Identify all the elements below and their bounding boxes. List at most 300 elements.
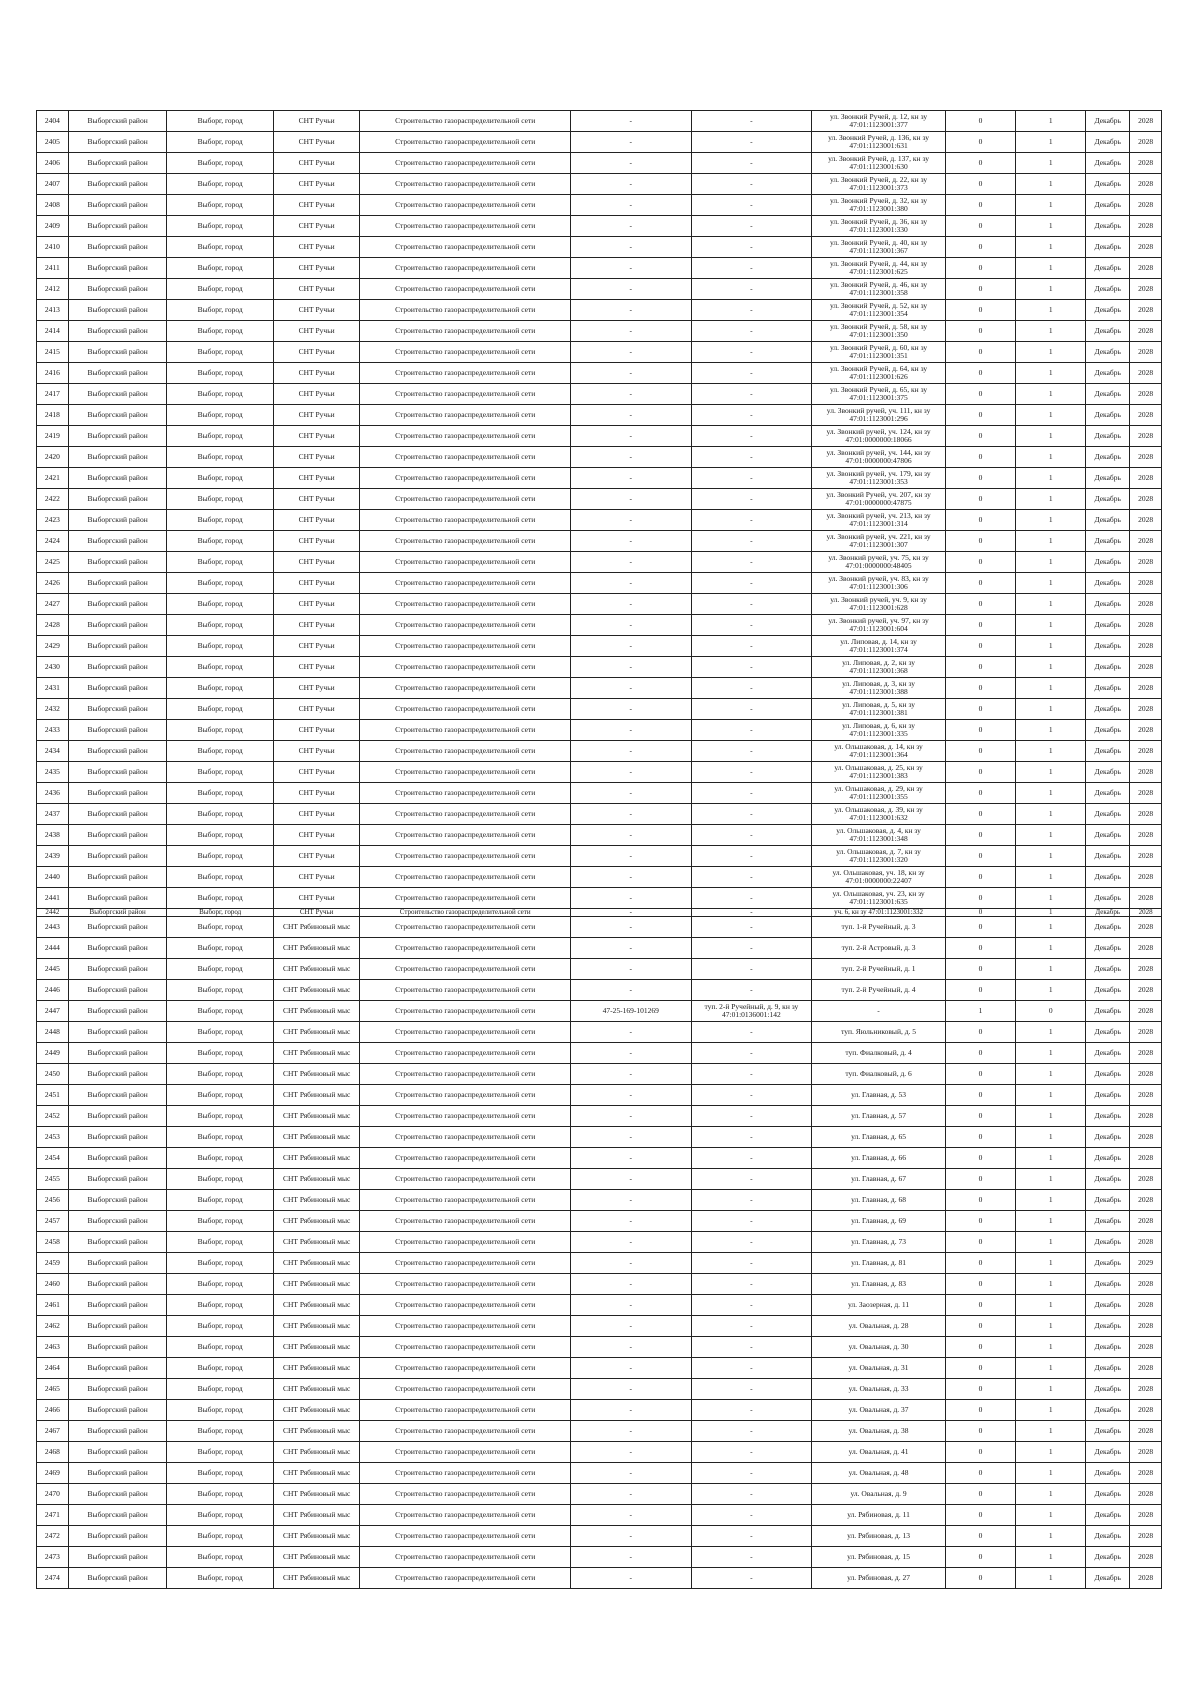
settlement-cell: Выборг, город <box>167 1190 273 1211</box>
work-type-cell: Строительство газораспределительной сети <box>360 1106 571 1127</box>
value-b-cell: 1 <box>1016 321 1086 342</box>
district-cell: Выборгский район <box>68 573 167 594</box>
work-type-cell: Строительство газораспределительной сети <box>360 678 571 699</box>
table-body <box>37 111 1162 1589</box>
row-number: 2423 <box>37 510 69 531</box>
settlement-cell: Выборг, город <box>167 468 273 489</box>
month-cell: Декабрь <box>1086 573 1130 594</box>
district-cell: Выборгский район <box>68 1085 167 1106</box>
address-cell: ул. Главная, д. 66 <box>812 1148 946 1169</box>
district-cell: Выборгский район <box>68 980 167 1001</box>
year-cell: 2028 <box>1130 1106 1162 1127</box>
row-number: 2441 <box>37 888 69 909</box>
address-ref-cell: - <box>691 1253 812 1274</box>
year-cell: 2028 <box>1130 1421 1162 1442</box>
code-cell: - <box>570 216 691 237</box>
work-type-cell: Строительство газораспределительной сети <box>360 363 571 384</box>
month-cell: Декабрь <box>1086 426 1130 447</box>
district-cell: Выборгский район <box>68 153 167 174</box>
value-b-cell: 1 <box>1016 1526 1086 1547</box>
address-ref-cell: - <box>691 1358 812 1379</box>
row-number: 2472 <box>37 1526 69 1547</box>
value-b-cell: 1 <box>1016 153 1086 174</box>
work-type-cell: Строительство газораспределительной сети <box>360 468 571 489</box>
code-cell: - <box>570 1064 691 1085</box>
value-a-cell: 0 <box>945 342 1015 363</box>
year-cell: 2028 <box>1130 825 1162 846</box>
month-cell: Декабрь <box>1086 1547 1130 1568</box>
code-cell: - <box>570 1547 691 1568</box>
row-number: 2463 <box>37 1337 69 1358</box>
month-cell: Декабрь <box>1086 1232 1130 1253</box>
address-cell: ул. Звонкий ручей, уч. 124, кн зу 47:01:0000000:18066 <box>812 426 946 447</box>
value-b-cell: 1 <box>1016 888 1086 909</box>
district-cell: Выборгский район <box>68 657 167 678</box>
address-ref-cell: - <box>691 1043 812 1064</box>
month-cell: Декабрь <box>1086 678 1130 699</box>
value-b-cell: 1 <box>1016 342 1086 363</box>
work-type-cell: Строительство газораспределительной сети <box>360 938 571 959</box>
work-type-cell: Строительство газораспределительной сети <box>360 959 571 980</box>
snt-cell: СНТ Ручьи <box>273 762 360 783</box>
work-type-cell: Строительство газораспределительной сети <box>360 909 571 917</box>
value-a-cell: 0 <box>945 489 1015 510</box>
table-row <box>37 1568 1162 1589</box>
work-type-cell: Строительство газораспределительной сети <box>360 615 571 636</box>
address-ref-cell: - <box>691 132 812 153</box>
value-a-cell: 0 <box>945 1169 1015 1190</box>
snt-cell: СНТ Рябиновый мыс <box>273 1484 360 1505</box>
settlement-cell: Выборг, город <box>167 1484 273 1505</box>
settlement-cell: Выборг, город <box>167 1337 273 1358</box>
work-type-cell: Строительство газораспределительной сети <box>360 573 571 594</box>
work-type-cell: Строительство газораспределительной сети <box>360 132 571 153</box>
row-number: 2442 <box>37 909 69 917</box>
district-cell: Выборгский район <box>68 1505 167 1526</box>
address-cell: ул. Рябиновая, д. 15 <box>812 1547 946 1568</box>
district-cell: Выборгский район <box>68 1463 167 1484</box>
value-a-cell: 0 <box>945 573 1015 594</box>
code-cell: - <box>570 1421 691 1442</box>
address-cell: ул. Ольшаковая, д. 39, кн зу 47:01:1123001:632 <box>812 804 946 825</box>
value-a-cell: 0 <box>945 917 1015 938</box>
snt-cell: СНТ Ручьи <box>273 258 360 279</box>
settlement-cell: Выборг, город <box>167 195 273 216</box>
address-cell: туп. Фиалковый, д. 4 <box>812 1043 946 1064</box>
table-row <box>37 1337 1162 1358</box>
snt-cell: СНТ Ручьи <box>273 279 360 300</box>
row-number: 2449 <box>37 1043 69 1064</box>
district-cell: Выборгский район <box>68 1190 167 1211</box>
value-b-cell: 1 <box>1016 300 1086 321</box>
district-cell: Выборгский район <box>68 1148 167 1169</box>
code-cell: - <box>570 720 691 741</box>
row-number: 2416 <box>37 363 69 384</box>
month-cell: Декабрь <box>1086 447 1130 468</box>
address-ref-cell: - <box>691 1106 812 1127</box>
value-a-cell: 0 <box>945 888 1015 909</box>
table-row <box>37 1232 1162 1253</box>
snt-cell: СНТ Рябиновый мыс <box>273 980 360 1001</box>
value-a-cell: 0 <box>945 1463 1015 1484</box>
month-cell: Декабрь <box>1086 300 1130 321</box>
value-a-cell: 0 <box>945 720 1015 741</box>
address-cell: ул. Ольшаковая, д. 14, кн зу 47:01:1123001:364 <box>812 741 946 762</box>
value-b-cell: 1 <box>1016 917 1086 938</box>
address-ref-cell: - <box>691 594 812 615</box>
settlement-cell: Выборг, город <box>167 1400 273 1421</box>
snt-cell: СНТ Рябиновый мыс <box>273 1421 360 1442</box>
gas-network-table <box>36 110 1162 1589</box>
address-ref-cell: - <box>691 1085 812 1106</box>
settlement-cell: Выборг, город <box>167 1022 273 1043</box>
code-cell: - <box>570 468 691 489</box>
address-ref-cell: - <box>691 174 812 195</box>
snt-cell: СНТ Рябиновый мыс <box>273 1127 360 1148</box>
address-cell: ул. Главная, д. 53 <box>812 1085 946 1106</box>
snt-cell: СНТ Рябиновый мыс <box>273 1232 360 1253</box>
value-a-cell: 0 <box>945 909 1015 917</box>
address-cell: ул. Звонкий ручей, уч. 83, кн зу 47:01:1123001:306 <box>812 573 946 594</box>
address-cell: туп. 2-й Астровый, д. 3 <box>812 938 946 959</box>
work-type-cell: Строительство газораспределительной сети <box>360 300 571 321</box>
address-ref-cell: - <box>691 342 812 363</box>
value-b-cell: 1 <box>1016 111 1086 132</box>
district-cell: Выборгский район <box>68 1043 167 1064</box>
row-number: 2411 <box>37 258 69 279</box>
table-row <box>37 1316 1162 1337</box>
address-cell: ул. Звонкий Ручей, д. 40, кн зу 47:01:1123001:367 <box>812 237 946 258</box>
value-a-cell: 0 <box>945 1526 1015 1547</box>
district-cell: Выборгский район <box>68 938 167 959</box>
district-cell: Выборгский район <box>68 342 167 363</box>
year-cell: 2028 <box>1130 132 1162 153</box>
work-type-cell: Строительство газораспределительной сети <box>360 825 571 846</box>
code-cell: - <box>570 678 691 699</box>
settlement-cell: Выборг, город <box>167 699 273 720</box>
code-cell: - <box>570 1463 691 1484</box>
value-b-cell: 1 <box>1016 909 1086 917</box>
settlement-cell: Выборг, город <box>167 917 273 938</box>
value-a-cell: 0 <box>945 1442 1015 1463</box>
address-ref-cell: - <box>691 678 812 699</box>
code-cell: - <box>570 1505 691 1526</box>
address-cell: ул. Звонкий Ручей, д. 64, кн зу 47:01:1123001:626 <box>812 363 946 384</box>
value-b-cell: 1 <box>1016 1463 1086 1484</box>
settlement-cell: Выборг, город <box>167 111 273 132</box>
month-cell: Декабрь <box>1086 699 1130 720</box>
work-type-cell: Строительство газораспределительной сети <box>360 1484 571 1505</box>
work-type-cell: Строительство газораспределительной сети <box>360 1547 571 1568</box>
year-cell: 2028 <box>1130 699 1162 720</box>
value-b-cell: 1 <box>1016 132 1086 153</box>
month-cell: Декабрь <box>1086 762 1130 783</box>
value-b-cell: 1 <box>1016 980 1086 1001</box>
table-row <box>37 1547 1162 1568</box>
value-a-cell: 0 <box>945 237 1015 258</box>
month-cell: Декабрь <box>1086 1421 1130 1442</box>
value-a-cell: 0 <box>945 783 1015 804</box>
value-a-cell: 0 <box>945 678 1015 699</box>
month-cell: Декабрь <box>1086 510 1130 531</box>
district-cell: Выборгский район <box>68 531 167 552</box>
snt-cell: СНТ Ручьи <box>273 384 360 405</box>
value-a-cell: 0 <box>945 1379 1015 1400</box>
row-number: 2422 <box>37 489 69 510</box>
year-cell: 2028 <box>1130 1022 1162 1043</box>
value-b-cell: 1 <box>1016 846 1086 867</box>
address-cell: ул. Звонкий ручей, уч. 75, кн зу 47:01:0000000:48405 <box>812 552 946 573</box>
year-cell: 2028 <box>1130 489 1162 510</box>
address-ref-cell: - <box>691 825 812 846</box>
code-cell: - <box>570 825 691 846</box>
snt-cell: СНТ Ручьи <box>273 657 360 678</box>
work-type-cell: Строительство газораспределительной сети <box>360 552 571 573</box>
address-ref-cell: - <box>691 363 812 384</box>
settlement-cell: Выборг, город <box>167 1316 273 1337</box>
settlement-cell: Выборг, город <box>167 321 273 342</box>
snt-cell: СНТ Ручьи <box>273 510 360 531</box>
row-number: 2419 <box>37 426 69 447</box>
address-ref-cell: - <box>691 279 812 300</box>
value-a-cell: 0 <box>945 1337 1015 1358</box>
table-row <box>37 1022 1162 1043</box>
work-type-cell: Строительство газораспределительной сети <box>360 888 571 909</box>
work-type-cell: Строительство газораспределительной сети <box>360 510 571 531</box>
settlement-cell: Выборг, город <box>167 615 273 636</box>
value-a-cell: 0 <box>945 1358 1015 1379</box>
address-cell: уч. 6, кн зу 47:01:1123001:332 <box>812 909 946 917</box>
year-cell: 2028 <box>1130 762 1162 783</box>
code-cell: - <box>570 1316 691 1337</box>
value-a-cell: 0 <box>945 762 1015 783</box>
value-b-cell: 1 <box>1016 938 1086 959</box>
settlement-cell: Выборг, город <box>167 384 273 405</box>
code-cell: - <box>570 132 691 153</box>
year-cell: 2028 <box>1130 174 1162 195</box>
year-cell: 2028 <box>1130 615 1162 636</box>
address-cell: ул. Звонкий ручей, уч. 111, кн зу 47:01:1123001:296 <box>812 405 946 426</box>
address-ref-cell: - <box>691 384 812 405</box>
code-cell: - <box>570 1148 691 1169</box>
value-b-cell: 1 <box>1016 405 1086 426</box>
settlement-cell: Выборг, город <box>167 1358 273 1379</box>
settlement-cell: Выборг, город <box>167 1442 273 1463</box>
code-cell: - <box>570 1127 691 1148</box>
year-cell: 2028 <box>1130 384 1162 405</box>
code-cell: - <box>570 195 691 216</box>
month-cell: Декабрь <box>1086 1505 1130 1526</box>
address-ref-cell: - <box>691 426 812 447</box>
row-number: 2429 <box>37 636 69 657</box>
settlement-cell: Выборг, город <box>167 1232 273 1253</box>
address-cell: ул. Ольшаковая, д. 29, кн зу 47:01:1123001:355 <box>812 783 946 804</box>
value-a-cell: 0 <box>945 615 1015 636</box>
address-cell: - <box>812 1001 946 1022</box>
code-cell: - <box>570 762 691 783</box>
address-ref-cell: - <box>691 321 812 342</box>
address-ref-cell: - <box>691 216 812 237</box>
row-number: 2468 <box>37 1442 69 1463</box>
value-b-cell: 1 <box>1016 1421 1086 1442</box>
address-ref-cell: - <box>691 1169 812 1190</box>
snt-cell: СНТ Рябиновый мыс <box>273 1043 360 1064</box>
year-cell: 2028 <box>1130 980 1162 1001</box>
address-cell: ул. Овальная, д. 38 <box>812 1421 946 1442</box>
row-number: 2409 <box>37 216 69 237</box>
address-cell: ул. Липовая, д. 6, кн зу 47:01:1123001:335 <box>812 720 946 741</box>
month-cell: Декабрь <box>1086 195 1130 216</box>
address-ref-cell: - <box>691 447 812 468</box>
row-number: 2453 <box>37 1127 69 1148</box>
code-cell: - <box>570 980 691 1001</box>
month-cell: Декабрь <box>1086 888 1130 909</box>
work-type-cell: Строительство газораспределительной сети <box>360 174 571 195</box>
table-row <box>37 111 1162 132</box>
work-type-cell: Строительство газораспределительной сети <box>360 1316 571 1337</box>
snt-cell: СНТ Ручьи <box>273 573 360 594</box>
value-a-cell: 0 <box>945 1421 1015 1442</box>
district-cell: Выборгский район <box>68 804 167 825</box>
month-cell: Декабрь <box>1086 1337 1130 1358</box>
code-cell: - <box>570 174 691 195</box>
settlement-cell: Выборг, город <box>167 363 273 384</box>
month-cell: Декабрь <box>1086 938 1130 959</box>
address-cell: ул. Звонкий ручей, уч. 221, кн зу 47:01:1123001:307 <box>812 531 946 552</box>
month-cell: Декабрь <box>1086 1127 1130 1148</box>
value-b-cell: 1 <box>1016 1274 1086 1295</box>
address-cell: ул. Липовая, д. 5, кн зу 47:01:1123001:381 <box>812 699 946 720</box>
settlement-cell: Выборг, город <box>167 846 273 867</box>
address-cell: ул. Липовая, д. 14, кн зу 47:01:1123001:374 <box>812 636 946 657</box>
month-cell: Декабрь <box>1086 1274 1130 1295</box>
address-ref-cell: - <box>691 1232 812 1253</box>
code-cell: - <box>570 1442 691 1463</box>
district-cell: Выборгский район <box>68 720 167 741</box>
snt-cell: СНТ Ручьи <box>273 846 360 867</box>
month-cell: Декабрь <box>1086 531 1130 552</box>
settlement-cell: Выборг, город <box>167 636 273 657</box>
row-number: 2439 <box>37 846 69 867</box>
month-cell: Декабрь <box>1086 468 1130 489</box>
year-cell: 2028 <box>1130 363 1162 384</box>
work-type-cell: Строительство газораспределительной сети <box>360 1505 571 1526</box>
month-cell: Декабрь <box>1086 846 1130 867</box>
row-number: 2415 <box>37 342 69 363</box>
address-cell: ул. Звонкий Ручей, д. 137, кн зу 47:01:1123001:630 <box>812 153 946 174</box>
settlement-cell: Выборг, город <box>167 216 273 237</box>
row-number: 2421 <box>37 468 69 489</box>
address-cell: ул. Звонкий Ручей, д. 136, кн зу 47:01:1123001:631 <box>812 132 946 153</box>
district-cell: Выборгский район <box>68 1400 167 1421</box>
address-ref-cell: - <box>691 1148 812 1169</box>
row-number: 2420 <box>37 447 69 468</box>
code-cell: - <box>570 1043 691 1064</box>
code-cell: - <box>570 300 691 321</box>
row-number: 2448 <box>37 1022 69 1043</box>
row-number: 2444 <box>37 938 69 959</box>
address-cell: ул. Звонкий Ручей, уч. 207, кн зу 47:01:0000000:47875 <box>812 489 946 510</box>
month-cell: Декабрь <box>1086 1085 1130 1106</box>
snt-cell: СНТ Рябиновый мыс <box>273 1085 360 1106</box>
row-number: 2425 <box>37 552 69 573</box>
table-row <box>37 594 1162 615</box>
table-row <box>37 1001 1162 1022</box>
address-cell: ул. Звонкий Ручей, д. 22, кн зу 47:01:1123001:373 <box>812 174 946 195</box>
address-ref-cell: - <box>691 489 812 510</box>
address-cell: ул. Звонкий Ручей, д. 60, кн зу 47:01:1123001:351 <box>812 342 946 363</box>
table-row <box>37 825 1162 846</box>
settlement-cell: Выборг, город <box>167 426 273 447</box>
row-number: 2443 <box>37 917 69 938</box>
year-cell: 2028 <box>1130 1484 1162 1505</box>
work-type-cell: Строительство газораспределительной сети <box>360 531 571 552</box>
address-ref-cell: - <box>691 1064 812 1085</box>
address-cell: туп. 2-й Ручейный, д. 1 <box>812 959 946 980</box>
row-number: 2428 <box>37 615 69 636</box>
table-row <box>37 363 1162 384</box>
month-cell: Декабрь <box>1086 1400 1130 1421</box>
row-number: 2427 <box>37 594 69 615</box>
work-type-cell: Строительство газораспределительной сети <box>360 1442 571 1463</box>
district-cell: Выборгский район <box>68 1526 167 1547</box>
value-a-cell: 0 <box>945 846 1015 867</box>
address-cell: ул. Рябиновая, д. 11 <box>812 1505 946 1526</box>
snt-cell: СНТ Ручьи <box>273 825 360 846</box>
row-number: 2461 <box>37 1295 69 1316</box>
district-cell: Выборгский район <box>68 468 167 489</box>
work-type-cell: Строительство газораспределительной сети <box>360 258 571 279</box>
table-row <box>37 762 1162 783</box>
district-cell: Выборгский район <box>68 552 167 573</box>
settlement-cell: Выборг, город <box>167 1568 273 1589</box>
value-a-cell: 0 <box>945 1316 1015 1337</box>
address-cell: ул. Рябиновая, д. 27 <box>812 1568 946 1589</box>
address-ref-cell: - <box>691 300 812 321</box>
row-number: 2430 <box>37 657 69 678</box>
value-b-cell: 1 <box>1016 741 1086 762</box>
value-b-cell: 1 <box>1016 1148 1086 1169</box>
code-cell: - <box>570 1295 691 1316</box>
district-cell: Выборгский район <box>68 846 167 867</box>
value-b-cell: 1 <box>1016 510 1086 531</box>
value-b-cell: 1 <box>1016 678 1086 699</box>
work-type-cell: Строительство газораспределительной сети <box>360 1274 571 1295</box>
address-cell: ул. Звонкий ручей, уч. 179, кн зу 47:01:1123001:353 <box>812 468 946 489</box>
work-type-cell: Строительство газораспределительной сети <box>360 279 571 300</box>
address-cell: ул. Ольшаковая, д. 25, кн зу 47:01:1123001:383 <box>812 762 946 783</box>
snt-cell: СНТ Ручьи <box>273 300 360 321</box>
table-row <box>37 678 1162 699</box>
address-ref-cell: - <box>691 468 812 489</box>
table-row <box>37 552 1162 573</box>
settlement-cell: Выборг, город <box>167 720 273 741</box>
district-cell: Выборгский район <box>68 615 167 636</box>
row-number: 2410 <box>37 237 69 258</box>
address-ref-cell: - <box>691 405 812 426</box>
row-number: 2404 <box>37 111 69 132</box>
code-cell: - <box>570 699 691 720</box>
code-cell: - <box>570 783 691 804</box>
value-a-cell: 0 <box>945 867 1015 888</box>
row-number: 2433 <box>37 720 69 741</box>
value-b-cell: 1 <box>1016 1379 1086 1400</box>
settlement-cell: Выборг, город <box>167 1463 273 1484</box>
address-ref-cell: - <box>691 1547 812 1568</box>
table-row <box>37 405 1162 426</box>
settlement-cell: Выборг, город <box>167 1379 273 1400</box>
snt-cell: СНТ Ручьи <box>273 552 360 573</box>
